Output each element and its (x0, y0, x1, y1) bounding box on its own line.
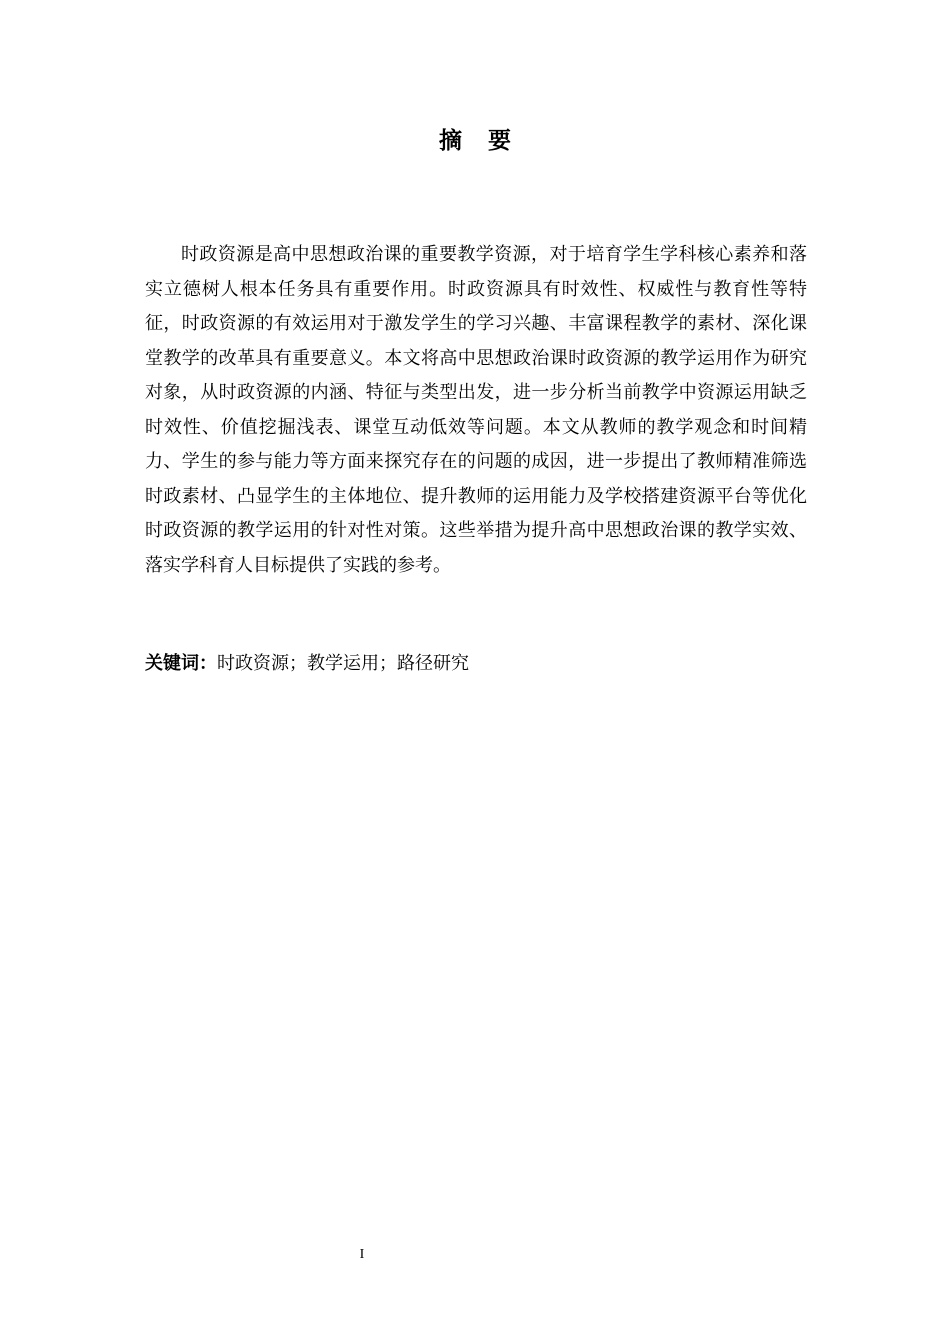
page-number: I (359, 1247, 365, 1262)
keywords-text: 时政资源；教学运用；路径研究 (217, 653, 469, 674)
keywords-line (145, 649, 807, 679)
keywords-label: 关键词： (145, 653, 217, 674)
page-title: 摘要 (439, 128, 537, 154)
abstract-paragraph: 时政资源是高中思想政治课的重要教学资源，对于培育学生学科核心素养和落实立德树人根本任务具有重要作用。时政资源具有时效性、权威性与教育性等特征，时政资源的有效运用对于激发学生的学习兴趣、丰富课程教学的素材、深化课堂教学的改革具有重要意义。本文将高中思想政治课时政资源的教学运用作为研究对象，从时政资源的内涵、特征与类型出发，进一步分析当前教学中资源运用缺乏时效性、价值挖掘浅表、课堂互动低效等问题。本文从教师的教学观念和时间精力、学生的参与能力等方面来探究存在的问题的成因，进一步提出了教师精准筛选时政素材、凸显学生的主体地位、提升教师的运用能力及学校搭建资源平台等优化时政资源的教学运用的针对性对策。这些举措为提升高中思想政治课的教学实效、落实学科育人目标提供了实践的参考。 (145, 244, 807, 576)
